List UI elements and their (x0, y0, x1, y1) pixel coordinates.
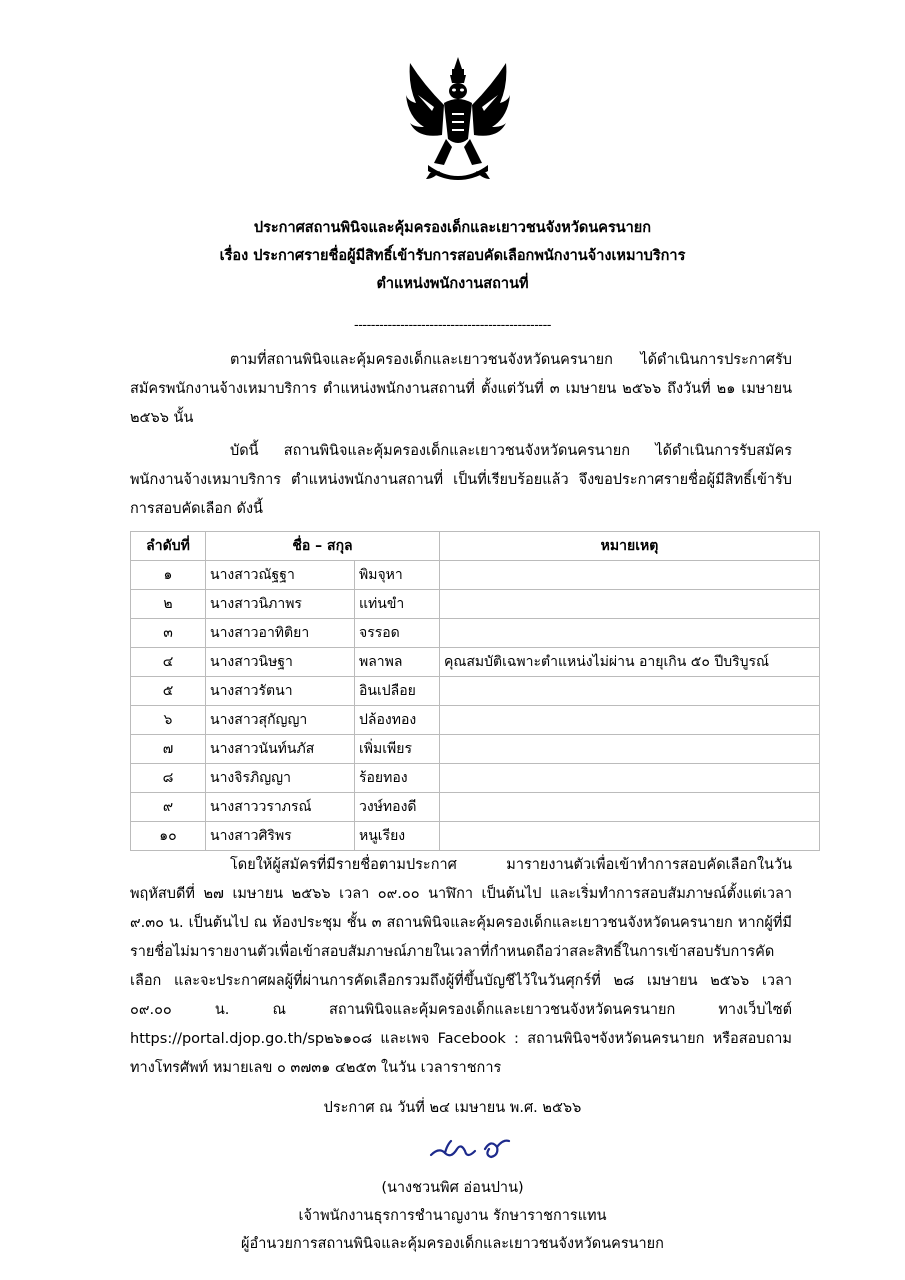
paragraph-intro (130, 346, 792, 433)
handwritten-signature (425, 1125, 535, 1170)
row-number: ๑ (131, 561, 206, 590)
separator-line: ----------------------------------------------- (354, 318, 551, 333)
table-row (131, 706, 820, 735)
row-first-name: นางสาวสุกัญญา (206, 706, 355, 735)
paragraph-announce (130, 437, 792, 524)
signer-name: (นางชวนพิศ อ่อนปาน) (381, 1180, 524, 1196)
row-last-name: เพิ่มเพียร (355, 735, 440, 764)
row-number: ๖ (131, 706, 206, 735)
paragraph-instructions (130, 851, 792, 1083)
table-row (131, 735, 820, 764)
candidate-table (130, 531, 820, 851)
table-row (131, 677, 820, 706)
paragraph-intro-text: ตามที่สถานพินิจและคุ้มครองเด็กและเยาวชนจังหวัดนครนายก ได้ดำเนินการประกาศรับสมัครพนักงานจ้างเหมาบริการ ตำแหน่งพนักงานสถานที่ ตั้งแต่วันที่ ๓ เมษายน ๒๕๖๖ ถึงวันที่ ๒๑ เมษายน ๒๕๖๖ นั้น (130, 352, 792, 426)
column-header-name: ชื่อ – สกุล (206, 532, 440, 561)
announce-date: ประกาศ ณ วันที่ ๒๔ เมษายน พ.ศ. ๒๕๖๖ (323, 1100, 582, 1116)
row-remark (440, 793, 820, 822)
row-last-name: พลาพล (355, 648, 440, 677)
announcement-title: ประกาศสถานพินิจและคุ้มครองเด็กและเยาวชนจังหวัดนครนายก (253, 220, 652, 236)
row-first-name: นางสาวนิภาพร (206, 590, 355, 619)
table-row (131, 590, 820, 619)
paragraph-announce-text: บัดนี้ สถานพินิจและคุ้มครองเด็กและเยาวชนจังหวัดนครนายก ได้ดำเนินการรับสมัครพนักงานจ้างเหมาบริการ ตำแหน่งพนักงานสถานที่ เป็นที่เรียบร้อยแล้ว จึงขอประกาศรายชื่อผู้มีสิทธิ์เข้ารับการสอบคัดเลือก ดังนี้ (130, 443, 792, 517)
announcement-subject: เรื่อง ประกาศรายชื่อผู้มีสิทธิ์เข้ารับการสอบคัดเลือกพนักงานจ้างเหมาบริการ (219, 248, 686, 264)
paragraph-instructions-text: โดยให้ผู้สมัครที่มีรายชื่อตามประกาศ มารายงานตัวเพื่อเข้าทำการสอบคัดเลือกในวันพฤหัสบดีที่ ๒๗ เมษายน ๒๕๖๖ เวลา ๐๙.๐๐ นาฬิกา เป็นต้นไป และเริ่มทำการสอบสัมภาษณ์ตั้งแต่เวลา ๙.๓๐ น. เป็นต้นไป ณ ห้องประชุม ชั้น ๓ สถานพินิจและคุ้มครองเด็กและเยาวชนจังหวัดนครนายก หากผู้ที่มีรายชื่อไม่มารายงานตัวเพื่อเข้าสอบสัมภาษณ์ภายในเวลาที่กำหนดถือว่าสละสิทธิ์ในการเข้าสอบรับการคัดเลือก และจะประกาศผลผู้ที่ผ่านการคัดเลือกรวมถึงผู้ที่ขึ้นบัญชีไว้ในวันศุกร์ที่ ๒๘ เมษายน ๒๕๖๖ เวลา ๐๙.๐๐ น. ณ สถานพินิจและคุ้มครองเด็กและเยาวชนจังหวัดนครนายก ทางเว็บไซต์ https://portal.djop.go.th/sp๒๖๑๐๘ และเพจ Facebook : สถานพินิจฯจังหวัดนครนายก หรือสอบถามทางโทรศัพท์ หมายเลข ๐ ๓๗๓๑ ๔๒๕๓ ในวัน เวลาราชการ (130, 857, 792, 1076)
row-first-name: นางสาวอาทิติยา (206, 619, 355, 648)
row-first-name: นางสาวนันท์นภัส (206, 735, 355, 764)
row-remark (440, 735, 820, 764)
row-number: ๗ (131, 735, 206, 764)
row-number: ๔ (131, 648, 206, 677)
row-number: ๘ (131, 764, 206, 793)
row-last-name: อินเปลือย (355, 677, 440, 706)
row-number: ๑๐ (131, 822, 206, 851)
table-row (131, 822, 820, 851)
row-remark (440, 561, 820, 590)
position-title: ตำแหน่งพนักงานสถานที่ (376, 276, 529, 292)
row-remark (440, 677, 820, 706)
row-first-name: นางสาวรัตนา (206, 677, 355, 706)
row-last-name: จรรอด (355, 619, 440, 648)
row-last-name: พิมจุหา (355, 561, 440, 590)
row-number: ๒ (131, 590, 206, 619)
row-remark: คุณสมบัติเฉพาะตำแหน่งไม่ผ่าน อายุเกิน ๕๐ ปีบริบูรณ์ (440, 648, 820, 677)
signer-organization: ผู้อำนวยการสถานพินิจและคุ้มครองเด็กและเยาวชนจังหวัดนครนายก (241, 1236, 664, 1252)
row-last-name: ปล้องทอง (355, 706, 440, 735)
garuda-emblem-icon (404, 55, 512, 187)
row-remark (440, 590, 820, 619)
table-row (131, 793, 820, 822)
row-last-name: ร้อยทอง (355, 764, 440, 793)
row-last-name: หนูเรียง (355, 822, 440, 851)
row-remark (440, 822, 820, 851)
column-header-number: ลำดับที่ (131, 532, 206, 561)
row-number: ๓ (131, 619, 206, 648)
table-row (131, 648, 820, 677)
row-remark (440, 764, 820, 793)
row-remark (440, 619, 820, 648)
row-remark (440, 706, 820, 735)
row-first-name: นางสาวศิริพร (206, 822, 355, 851)
row-last-name: แท่นขำ (355, 590, 440, 619)
row-first-name: นางสาววราภรณ์ (206, 793, 355, 822)
row-first-name: นางสาวนิษฐา (206, 648, 355, 677)
row-first-name: นางสาวณัฐฐา (206, 561, 355, 590)
row-last-name: วงษ์ทองดี (355, 793, 440, 822)
table-row (131, 764, 820, 793)
column-header-remark: หมายเหตุ (440, 532, 820, 561)
row-number: ๕ (131, 677, 206, 706)
row-number: ๙ (131, 793, 206, 822)
row-first-name: นางจิรภิญญา (206, 764, 355, 793)
table-row (131, 561, 820, 590)
table-header-row (131, 532, 820, 561)
signer-position: เจ้าพนักงานธุรการชำนาญงาน รักษาราชการแทน (298, 1208, 607, 1224)
table-row (131, 619, 820, 648)
